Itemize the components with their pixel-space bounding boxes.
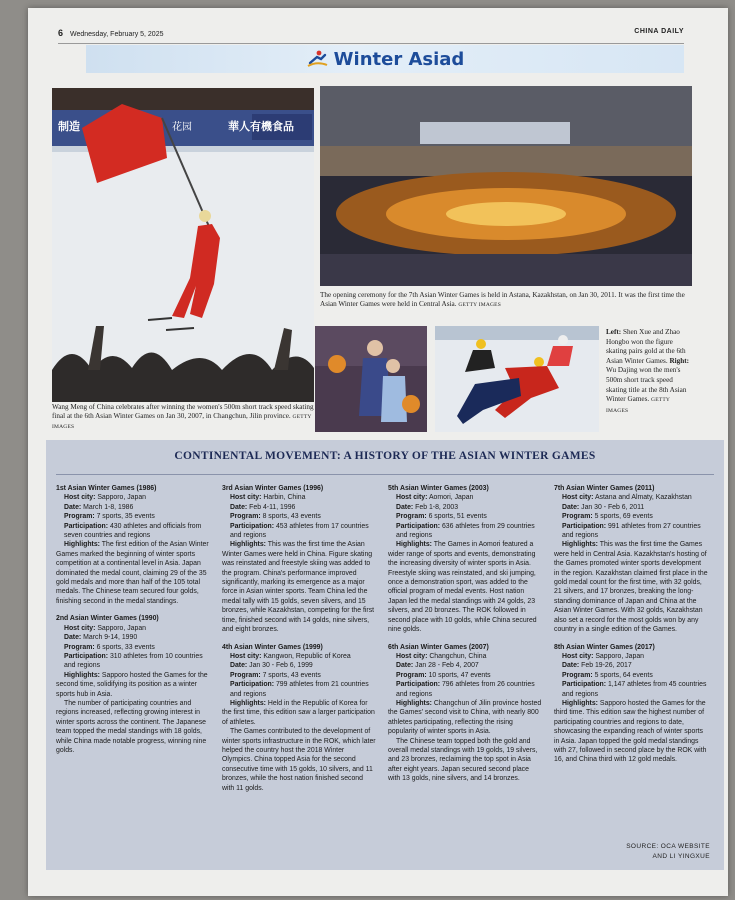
games-entry-extra: The Chinese team topped both the gold and overall medal standings with 19 golds, 19 silvers, and 23 bronzes, reclaiming the top spot in Asia after eight years. Japan secured second place with 13 golds, nine silvers, and 14 bronzes. [388, 737, 538, 783]
field-label: Date: [562, 503, 580, 511]
field-value: 5 sports, 64 events [594, 671, 653, 679]
field-value: Feb 4-11, 1996 [249, 503, 296, 511]
games-entry [388, 643, 542, 784]
games-entry-date [56, 633, 210, 642]
games-entry-title: 2nd Asian Winter Games (1990) [56, 615, 159, 623]
field-value: Sapporo, Japan [97, 624, 146, 632]
history-panel [46, 440, 724, 870]
field-label: Program: [562, 671, 593, 679]
games-entry-highlights [222, 540, 376, 634]
field-label: Date: [562, 662, 580, 670]
field-label: Program: [64, 643, 95, 651]
games-entry-program [388, 671, 542, 680]
games-entry-participation [554, 522, 708, 541]
games-entry-host-city [388, 493, 542, 502]
caption-opening-ceremony [320, 291, 692, 310]
history-panel-title: CONTINENTAL MOVEMENT: A HISTORY OF THE ASIAN WINTER GAMES [174, 450, 596, 462]
field-value: Kangwon, Republic of Korea [263, 652, 351, 660]
field-value: Sapporo hosted the Games for the second time, solidifying its position as a winter sports hub in Asia. [56, 671, 208, 698]
field-label: Participation: [230, 522, 275, 530]
side-caption-left-label: Left: [606, 328, 622, 336]
field-label: Participation: [64, 652, 109, 660]
field-label: Program: [64, 513, 95, 521]
games-entry [554, 484, 708, 635]
field-value: Jan 30 - Feb 6, 2011 [581, 503, 645, 511]
games-entry-host-city [222, 493, 376, 502]
field-value: 453 athletes from 17 countries and regions [230, 522, 369, 540]
field-value: 7 sports, 43 events [262, 671, 321, 679]
page-date: Wednesday, February 5, 2025 [69, 31, 164, 38]
field-label: Date: [230, 503, 248, 511]
games-entry-title: 6th Asian Winter Games (2007) [388, 643, 489, 651]
field-value: 991 athletes from 27 countries and regions [562, 522, 701, 540]
games-entry-highlights [554, 540, 708, 634]
caption-speed-skater-credit: GETTY IMAGES [52, 414, 312, 430]
games-entry [554, 643, 708, 765]
field-value: 796 athletes from 26 countries and regions [396, 681, 535, 698]
games-entry-extra: The number of participating countries and regions increased, reflecting growing interest in winter sports across the continent. The Japanese team topped the medal standings with 18 golds, while China made notable progress, winning nine golds. [56, 699, 207, 754]
field-label: Host city: [562, 652, 594, 660]
field-value: 8 sports, 43 events [262, 513, 321, 521]
field-value: Sapporo, Japan [97, 494, 146, 502]
games-entry-host-city [554, 652, 708, 661]
games-entry-title: 5th Asian Winter Games (2003) [388, 485, 489, 492]
field-label: Highlights: [562, 541, 598, 549]
history-column-3 [388, 484, 542, 792]
photo-short-track [435, 326, 599, 432]
field-value: Sapporo, Japan [595, 652, 644, 660]
field-label: Highlights: [64, 541, 100, 549]
field-value: March 9-14, 1990 [83, 634, 138, 642]
field-label: Host city: [64, 494, 96, 502]
games-entry-date [56, 503, 210, 512]
field-value: Held in the Republic of Korea for the first time, this edition saw a larger participation of athletes. [222, 699, 375, 726]
field-label: Highlights: [230, 541, 266, 549]
field-value: Changchun of Jilin province hosted the Games' second visit to China, with nearly 800 athletes participating, reflecting the rising popularity of winter sports in Asia. [388, 699, 542, 736]
field-value: Changchun, China [429, 652, 487, 660]
field-label: Highlights: [396, 541, 432, 549]
board-sign-1: 制造 [58, 121, 80, 133]
field-label: Highlights: [64, 671, 100, 679]
source-credit-line-1: SOURCE: OCA WEBSITE [626, 843, 710, 850]
source-credit [626, 842, 710, 862]
side-caption-credit: GETTY IMAGES [606, 397, 670, 414]
field-label: Participation: [396, 522, 441, 530]
games-entry-program [554, 512, 708, 521]
field-label: Program: [396, 513, 427, 521]
games-entry-highlights [56, 540, 210, 606]
field-label: Host city: [64, 624, 96, 632]
games-entry-program [222, 512, 376, 521]
games-entry [56, 484, 210, 606]
games-entry-date [388, 503, 542, 512]
games-entry-title: 4th Asian Winter Games (1999) [222, 643, 323, 651]
games-entry-host-city [222, 652, 376, 661]
page-header [58, 28, 684, 44]
board-sign-3: 華人有機食品 [228, 121, 294, 133]
games-entry-participation [56, 652, 210, 671]
games-entry-date [222, 661, 376, 670]
games-entry [56, 614, 210, 755]
games-entry-title: 1st Asian Winter Games (1986) [56, 485, 157, 492]
photo-speed-skater [52, 88, 314, 402]
field-value: 1,147 athletes from 45 countries and regions [562, 681, 707, 698]
publication-name: CHINA DAILY [634, 28, 684, 35]
games-entry-participation [56, 522, 210, 541]
games-entry-date [554, 503, 708, 512]
games-entry-title: 3rd Asian Winter Games (1996) [222, 485, 324, 492]
field-value: The first edition of the Asian Winter Games marked the beginning of winter sports competition at a continental level in Asia. Japan dominated the medal count, claiming 29 of the 35 gold medals and more than half of the 105 total medals. The Chinese team secured four golds, finishing second in the medal standings. [56, 541, 209, 605]
side-caption-left-text: Shen Xue and Zhao Hongbo won the figure skating pairs gold at the 6th Asian Winter Games. [606, 328, 686, 365]
field-value: The Games in Aomori featured a wider range of sports and events, demonstrating the increasing diversity of winter sports in Asia. Freestyle skiing was reinstated, and ski jumping, once a demonstration sport, was added to the official program of medal events. Host nation Japan led the medal standings with 24 golds, 23 silvers, and 20 bronzes. The ROK followed in second place with 10 golds, while China secured nine golds. [388, 541, 537, 634]
side-caption-right-text: Wu Dajing won the men's 500m short track speed skating title at the 8th Asian Winter Games. [606, 366, 687, 404]
history-column-2 [222, 484, 376, 801]
games-entry-program [554, 671, 708, 680]
field-value: Feb 1-8, 2003 [415, 503, 459, 511]
field-value: Jan 30 - Feb 6, 1999 [249, 662, 313, 670]
field-label: Host city: [230, 652, 262, 660]
field-value: 6 sports, 33 events [96, 643, 155, 651]
games-entry-date [222, 503, 376, 512]
side-caption-right-label: Right: [669, 356, 690, 365]
games-entry-participation [222, 680, 376, 699]
caption-side-photos [606, 328, 692, 416]
field-label: Program: [230, 671, 261, 679]
field-label: Participation: [562, 681, 607, 689]
field-label: Host city: [562, 494, 594, 502]
history-column-4 [554, 484, 708, 773]
field-label: Program: [230, 513, 261, 521]
field-value: March 1-8, 1986 [83, 503, 134, 511]
games-entry-title: 8th Asian Winter Games (2017) [554, 643, 655, 651]
games-entry-host-city [388, 652, 542, 661]
field-label: Participation: [562, 522, 607, 530]
field-label: Date: [396, 503, 414, 511]
caption-opening-ceremony-text: The opening ceremony for the 7th Asian Winter Games is held in Astana, Kazakhstan, on Jan 30, 2011. It was the first time the Asian Winter Games were held in Central Asia. [320, 291, 685, 308]
games-entry-host-city [56, 624, 210, 633]
field-value: Sapporo hosted the Games for the third time. This edition saw the highest number of participating countries and regions to date, showcasing the expanding reach of winter sports in Asia. Japan topped the gold medal standings with 27, followed in second place by the ROK with 16, and China third with 12 gold medals. [554, 699, 707, 764]
games-entry-participation [554, 680, 708, 699]
caption-opening-ceremony-credit: GETTY IMAGES [458, 302, 501, 308]
games-entry [222, 643, 376, 794]
photo-figure-skaters [315, 326, 427, 432]
field-value: Harbin, China [263, 494, 306, 502]
field-value: Feb 19-26, 2017 [581, 662, 632, 670]
field-label: Date: [230, 662, 248, 670]
games-entry-participation [388, 680, 542, 699]
caption-speed-skater-text: Wang Meng of China celebrates after winning the women's 500m short track speed skating final at the 6th Asian Winter Games on Jan 30, 2007, in Changchun, Jilin province. [52, 403, 314, 420]
games-entry-participation [222, 522, 376, 541]
history-column-1 [56, 484, 210, 763]
field-label: Highlights: [230, 699, 266, 707]
field-value: 636 athletes from 29 countries and regions [396, 522, 535, 540]
field-label: Host city: [396, 652, 428, 660]
games-entry-extra: The Games contributed to the development of winter sports infrastructure in the ROK, which later helped the country host the 2018 Winter Olympics. China topped Asia for the second consecutive time with 15 golds, 10 silvers, and 11 bronzes, while the host nation finished second with 11 golds. [222, 728, 376, 792]
games-entry-highlights [388, 699, 542, 737]
field-value: Aomori, Japan [428, 494, 474, 502]
field-label: Participation: [230, 681, 275, 689]
games-entry-date [554, 661, 708, 670]
field-label: Program: [562, 513, 593, 521]
field-value: 6 sports, 51 events [428, 513, 487, 521]
field-value: Astana and Almaty, Kazakhstan [594, 494, 692, 502]
games-entry-highlights [222, 699, 376, 727]
games-entry-program [388, 512, 542, 521]
field-label: Host city: [396, 494, 428, 502]
history-panel-divider [56, 474, 714, 475]
banner-title: Winter Asiad [333, 48, 465, 70]
field-label: Participation: [64, 522, 109, 530]
field-label: Participation: [396, 681, 441, 689]
field-value: Jan 28 - Feb 4, 2007 [415, 662, 479, 670]
field-value: This was the first time the Asian Winter Games were held in China. Figure skating was reinstated and freestyle skiing was added to the program. China's performance improved significantly, marking its emergence as a major force in Asian winter sports. Team China led the medal tally with 15 golds, seven silvers, and 15 bronzes, while Kazakhstan, competing for the first time, finished second with 14 golds, nine silvers, and eight bronzes. [222, 541, 375, 634]
field-value: 799 athletes from 21 countries and regions [230, 681, 369, 698]
page-number: 6 [58, 28, 64, 38]
games-entry-program [56, 512, 210, 521]
games-entry-highlights [388, 540, 542, 634]
field-value: 430 athletes and officials from seven countries and regions [64, 522, 202, 540]
field-label: Program: [396, 671, 427, 679]
field-value: This was the first time the Games were held in Central Asia. Kazakhstan's hosting of the Games promoted winter sports development in the region. Kazakhstan claimed first place in the gold medal count for the first time, with 32 golds, 21 silvers, and 17 bronzes, breaking the long-standing dominance of Japan and China at the Asian Winter Games. With 32 golds, Kazakhstan also set a record for the most golds won by any country in a single edition of the Games. [554, 541, 708, 634]
games-entry-host-city [56, 493, 210, 502]
field-value: 10 sports, 47 events [428, 671, 491, 679]
games-entry-date [388, 661, 542, 670]
games-entry-host-city [554, 493, 708, 502]
games-entry [388, 484, 542, 635]
field-label: Date: [396, 662, 414, 670]
field-value: 7 sports, 35 events [96, 513, 155, 521]
skier-logo-icon [306, 49, 328, 69]
field-label: Highlights: [562, 699, 598, 707]
games-entry-program [56, 643, 210, 652]
field-label: Highlights: [396, 699, 432, 707]
games-entry-participation [388, 522, 542, 541]
games-entry-highlights [554, 699, 708, 765]
photo-opening-ceremony [320, 86, 692, 286]
field-label: Date: [64, 503, 82, 511]
board-sign-2: 花园 [172, 122, 192, 133]
field-value: 5 sports, 69 events [594, 513, 653, 521]
field-label: Host city: [230, 494, 262, 502]
games-entry-program [222, 671, 376, 680]
source-credit-line-2: AND LI YINGXUE [652, 853, 710, 860]
section-banner [86, 45, 684, 73]
caption-speed-skater [52, 403, 314, 432]
games-entry-title: 7th Asian Winter Games (2011) [554, 485, 655, 492]
games-entry [222, 484, 376, 635]
field-label: Date: [64, 634, 82, 642]
games-entry-highlights [56, 671, 210, 699]
field-value: 310 athletes from 10 countries and regions [64, 652, 203, 670]
